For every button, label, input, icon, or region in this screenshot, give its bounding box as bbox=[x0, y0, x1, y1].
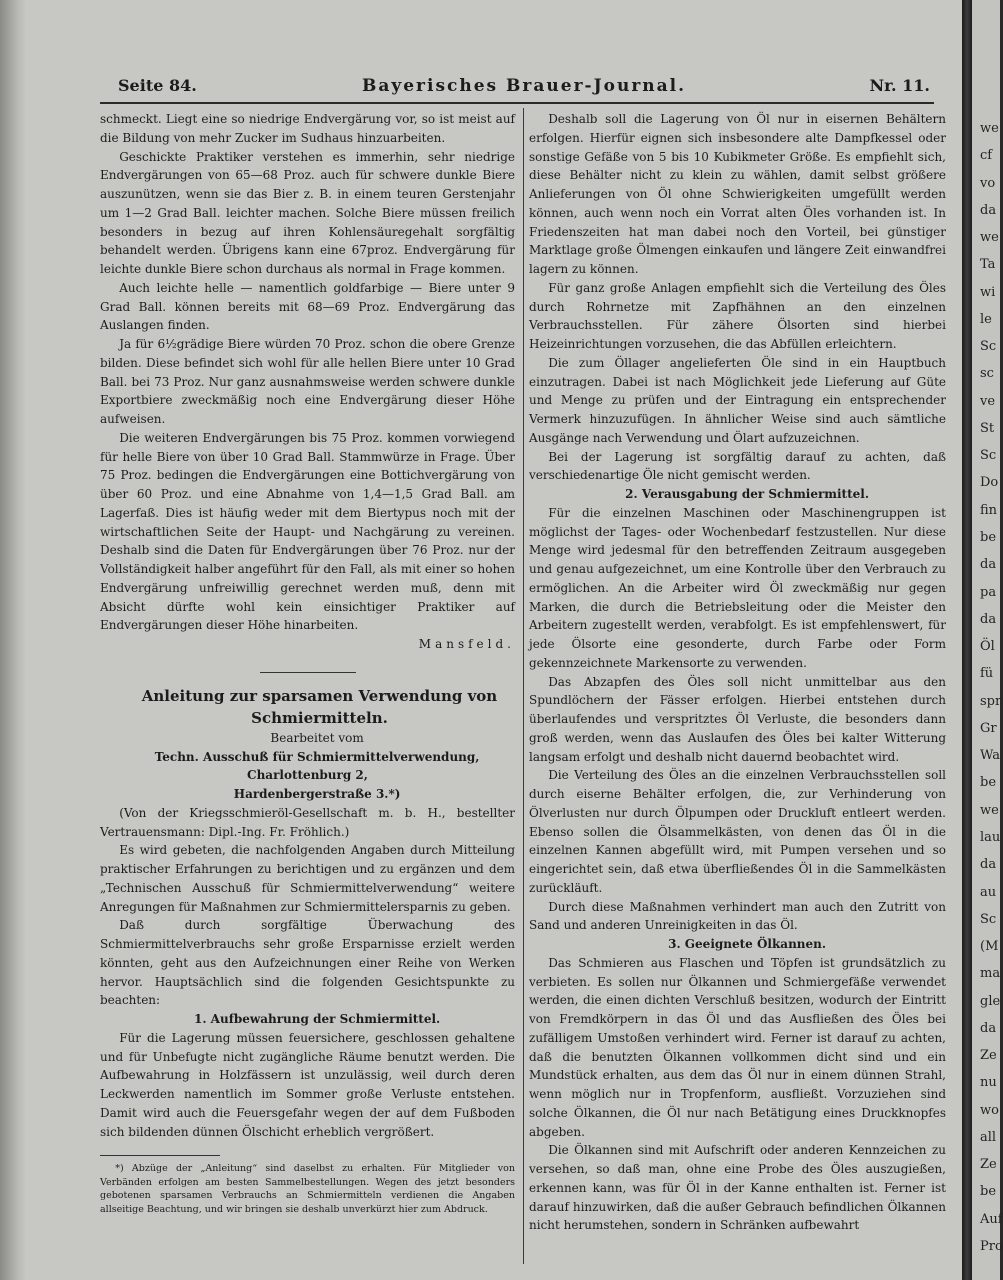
paragraph: Es wird gebeten, die nachfolgenden Angaben durch Mitteilung praktischer Erfahrungen zu berichtigen und zu ergänzen und dem „Technischen Ausschuß für Schmiermittelverwendung“ weitere Anregungen für Maßnahmen zur Schmiermittelersparnis zu geben. bbox=[100, 843, 515, 914]
paragraph: Durch diese Maßnahmen verhindert man auch den Zutritt von Sand und anderen Unreinigkeiten in das Öl. bbox=[529, 899, 946, 933]
adjacent-page-edge bbox=[972, 0, 1003, 1280]
next-page-fragment: cf bbox=[980, 148, 993, 163]
next-page-fragment: da bbox=[980, 557, 997, 572]
paragraph: Auch leichte helle — namentlich goldfarbige — Biere unter 9 Grad Ball. können bereits mit 68—69 Proz. Endvergärung das Auslangen finden. bbox=[100, 280, 515, 333]
next-page-fragment: (M bbox=[980, 939, 999, 954]
section-heading: 1. Aufbewahrung der Schmiermittel. bbox=[193, 1012, 441, 1026]
next-page-fragment: au bbox=[980, 885, 997, 900]
next-page-fragment: da bbox=[980, 1021, 997, 1036]
journal-title: Bayerisches Brauer-Journal. bbox=[361, 76, 687, 96]
next-page-fragment: sc bbox=[980, 366, 994, 381]
paragraph: schmeckt. Liegt eine so niedrige Endvergärung vor, so ist meist auf die Bildung von mehr Zucker im Sudhaus hinzuarbeiten. bbox=[100, 112, 515, 145]
next-page-fragment: gle bbox=[980, 994, 1001, 1009]
next-page-fragment: Sc bbox=[980, 912, 997, 927]
paragraph: Die Ölkannen sind mit Aufschrift oder anderen Kennzeichen zu versehen, so daß man, ohne eine Probe des Öles auszugießen, erkennen kann, was für Öl in der Kanne enthalten ist. Ferner ist darauf hinzuwirken, daß die außer Gebrauch befindlichen Ölkannen nicht herumstehen, sondern in Schränken aufbewahrt bbox=[529, 1143, 946, 1233]
next-page-fragment: be bbox=[980, 775, 997, 790]
header-rule bbox=[100, 102, 934, 104]
next-page-fragment: Öl bbox=[980, 639, 995, 654]
next-page-fragment: fin bbox=[980, 503, 998, 518]
next-page-fragment: pa bbox=[980, 585, 997, 600]
paragraph: Das Schmieren aus Flaschen und Töpfen ist grundsätzlich zu verbieten. Es sollen nur Ölkannen und Schmiergefäße verwendet werden, die einen dichten Verschluß besitzen, wodurch der Eintritt von Fremdkörpern in das Öl und das Ausfließen des Öles bei zufälligem Umstoßen verhindert wird. Ferner ist darauf zu achten, daß die benutzten Ölkannen vollkommen dicht sind und ein Mundstück erhalten, aus dem das Öl nur in einem dünnen Strahl, wenn möglich nur in Tropfenform, ausfließt. Vorzuziehen sind solche Ölkannen, die Öl nur nach Betätigung eines Druckknopfes abgeben. bbox=[529, 955, 946, 1139]
paragraph: Das Abzapfen des Öles soll nicht unmittelbar aus den Spundlöchern der Fässer erfolgen. Hierbei entstehen durch überlaufendes und verspritztes Öl Verluste, die besonders dann groß werden, wenn das Auslaufen des Öles bei kalter Witterung langsam erfolgt und deshalb nicht dauernd beobachtet wird. bbox=[529, 674, 946, 764]
next-page-fragment: Pro bbox=[980, 1239, 1003, 1254]
next-page-fragment: Gr bbox=[980, 721, 997, 736]
paragraph: Die zum Öllager angelieferten Öle sind in ein Hauptbuch einzutragen. Dabei ist nach Möglichkeit jede Lieferung auf Güte und Menge zu prüfen und der Eintragung ein entsprechender Vermerk hinzuzufügen. In ähnlicher Weise sind auch sämtliche Ausgänge nach Verwendung und Ölart aufzuzeichnen. bbox=[529, 355, 946, 445]
next-page-fragment: nu bbox=[980, 1075, 997, 1090]
section-heading: 2. Verausgabung der Schmiermittel. bbox=[625, 487, 870, 501]
byline-note: (Von der Kriegsschmieröl-Gesellschaft m. b. H., bestellter Vertrauensmann: Dipl.-Ing. Fr. Fröhlich.) bbox=[100, 805, 515, 839]
next-page-fragment: be bbox=[980, 1184, 997, 1199]
next-page-fragment: Wa bbox=[980, 748, 1000, 763]
next-page-fragment: spr bbox=[980, 694, 1002, 709]
next-page-fragment: ve bbox=[980, 394, 996, 409]
column-divider bbox=[523, 108, 524, 1264]
paragraph: Geschickte Praktiker verstehen es immerhin, sehr niedrige Endvergärungen von 65—68 Proz. auch für schwere dunkle Biere auszunützen, wenn sie das Bier z. B. in einem teuren Gerstenjahr um 1—2 Grad Ball. leichter machen. Solche Biere müssen freilich besonders in bezug auf ihren Kohlensäuregehalt sorgfältig behandelt werden. Übrigens kann eine 67proz. Endvergärung für leichte dunkle Biere schon durchaus als normal in Frage kommen. bbox=[100, 149, 515, 276]
paragraph: Für die einzelnen Maschinen oder Maschinengruppen ist möglichst der Tages- oder Wochenbedarf festzustellen. Nur diese Menge wird jedesmal für den betreffenden Zeitraum ausgegeben und genau aufgezeichnet, um eine Kontrolle über den Verbrauch zu ermöglichen. An die Arbeiter wird Öl zweckmäßig nur gegen Marken, die durch die Betriebsleitung oder die Meister den Arbeitern zugestellt werden, verabfolgt. Es ist empfehlenswert, für jede Ölsorte eine gesonderte, durch Farbe oder Form gekennzeichnete Markensorte zu verwenden. bbox=[529, 505, 946, 670]
footnote-rule bbox=[100, 1155, 220, 1156]
next-page-fragment: wi bbox=[980, 285, 996, 300]
author-signature: Mansfeld. bbox=[418, 637, 515, 651]
page-number: Seite 84. bbox=[118, 76, 197, 95]
paragraph: Die Verteilung des Öles an die einzelnen Verbrauchsstellen soll durch eiserne Behälter erfolgen, die, zur Verhinderung von Ölverlusten nur durch Ölpumpen oder Druckluft entleert werden. Ebenso sollen die Ölsammelkästen, von denen das Öl in die einzelnen Kannen abgefüllt wird, mit Pumpen versehen und so eingerichtet sein, daß etwa überfließendes Öl in die Sammelkästen zurückläuft. bbox=[529, 768, 946, 895]
next-page-fragment: we bbox=[980, 121, 999, 136]
next-page-fragment: Sc bbox=[980, 339, 997, 354]
section-divider bbox=[260, 672, 356, 673]
article-title-line-1: Anleitung zur sparsamen Verwendung von bbox=[141, 686, 498, 705]
next-page-fragment: da bbox=[980, 857, 997, 872]
right-column bbox=[529, 110, 946, 1235]
footnote: *) Abzüge der „Anleitung“ sind daselbst zu erhalten. Für Mitglieder von Verbänden erfolgen am besten Sammelbestellungen. Wegen des jetzt besonders gebotenen sparsamen Verbrauchs an Schmiermitteln verdienen die Angaben allseitige Beachtung, und wir bringen sie deshalb unverkürzt hier zum Abdruck. bbox=[100, 1163, 515, 1215]
next-page-fragment: be bbox=[980, 530, 997, 545]
next-page-fragment: we bbox=[980, 230, 999, 245]
next-page-fragment: ma bbox=[980, 966, 1001, 981]
byline-org: Techn. Ausschuß für Schmiermittelverwendung, Charlottenburg 2, bbox=[154, 749, 480, 783]
paragraph: Deshalb soll die Lagerung von Öl nur in eisernen Behältern erfolgen. Hierfür eignen sich insbesondere alte Dampfkessel oder sonstige Gefäße von 5 bis 10 Kubikmeter Größe. Es empfiehlt sich, diese Behälter nicht zu klein zu wählen, damit selbst größere Anlieferungen von Öl ohne Schwierigkeiten umgefüllt werden können, auch wenn noch ein Vorrat alten Öles vorhanden ist. In Friedenszeiten hat man dabei noch den Vorteil, bei günstiger Marktlage große Ölmengen einkaufen und längere Zeit einwandfrei lagern zu können. bbox=[529, 112, 946, 276]
paragraph: Für ganz große Anlagen empfiehlt sich die Verteilung des Öles durch Rohrnetze mit Zapfhähnen an den einzelnen Verbrauchsstellen. Für zähere Ölsorten sind hierbei Heizeinrichtungen vorzusehen, die das Abfüllen erleichtern. bbox=[529, 280, 946, 351]
next-page-fragment: Ze bbox=[980, 1048, 997, 1063]
page-header bbox=[118, 76, 930, 98]
byline-address: Hardenbergerstraße 3.*) bbox=[233, 787, 401, 801]
next-page-fragment: fü bbox=[980, 666, 994, 681]
next-page-fragment: le bbox=[980, 312, 992, 327]
section-heading: 3. Geeignete Ölkannen. bbox=[668, 937, 827, 951]
next-page-fragment: Do bbox=[980, 475, 999, 490]
next-page-fragment: da bbox=[980, 612, 997, 627]
byline: Bearbeitet vom bbox=[270, 730, 364, 745]
next-page-fragment: da bbox=[980, 203, 997, 218]
next-page-fragment: Auf bbox=[980, 1212, 1003, 1227]
next-page-fragment: lau bbox=[980, 830, 1001, 845]
next-page-fragment: Ta bbox=[980, 257, 996, 272]
paragraph: Für die Lagerung müssen feuersichere, geschlossen gehaltene und für Unbefugte nicht zugängliche Räume benutzt werden. Die Aufbewahrung in Holzfässern ist unzulässig, weil durch deren Leckwerden namentlich im Sommer große Verluste entstehen. Damit wird auch die Feuersgefahr wegen der auf dem Fußboden sich bildenden dünnen Ölschicht erheblich vergrößert. bbox=[100, 1030, 515, 1139]
article-title-line-2: Schmiermitteln. bbox=[251, 708, 388, 727]
left-column bbox=[100, 110, 515, 1216]
next-page-fragment: Ze bbox=[980, 1157, 997, 1172]
issue-number: Nr. 11. bbox=[869, 76, 930, 95]
paragraph: Bei der Lagerung ist sorgfältig darauf zu achten, daß verschiedenartige Öle nicht gemischt werden. bbox=[529, 449, 946, 483]
book-gutter bbox=[962, 0, 972, 1280]
next-page-fragment: Sc bbox=[980, 448, 997, 463]
next-page-fragment: all bbox=[980, 1130, 997, 1145]
paragraph: Die weiteren Endvergärungen bis 75 Proz. kommen vorwiegend für helle Biere von über 10 Grad Ball. Stammwürze in Frage. Über 75 Proz. bedingen die Endvergärungen eine Bottichvergärung von über 60 Proz. und eine Abnahme von 1,4—1,5 Grad Ball. am Lagerfaß. Dies ist häufig weder mit dem Biertypus noch mit der wirtschaftlichen Seite der Haupt- und Nachgärung zu vereinen. Deshalb sind die Daten für Endvergärungen über 76 Proz. nur der Vollständigkeit halber angeführt für den Fall, als mit einer so hohen Endvergärung unfreiwillig gerechnet werden muß, denn mit Absicht dürfte wohl kein einsichtiger Praktiker auf Endvergärungen dieser Höhe hinarbeiten. bbox=[100, 430, 515, 633]
next-page-fragment: vo bbox=[980, 176, 996, 191]
paragraph: Ja für 6½grädige Biere würden 70 Proz. schon die obere Grenze bilden. Diese befindet sich wohl für alle hellen Biere unter 10 Grad Ball. bei 73 Proz. Nur ganz ausnahmsweise werden schwere dunkle Exportbiere zweckmäßig noch eine Endvergärung dieser Höhe aufweisen. bbox=[100, 337, 515, 426]
next-page-fragment: we bbox=[980, 803, 999, 818]
next-page-fragment: St bbox=[980, 421, 995, 436]
paragraph: Daß durch sorgfältige Überwachung des Schmiermittelverbrauchs sehr große Ersparnisse erzielt werden könnten, geht aus den Aufzeichnungen einer Reihe von Werken hervor. Hauptsächlich sind die folgenden Gesichtspunkte zu beachten: bbox=[100, 918, 515, 1008]
next-page-fragment: wo bbox=[980, 1103, 999, 1118]
